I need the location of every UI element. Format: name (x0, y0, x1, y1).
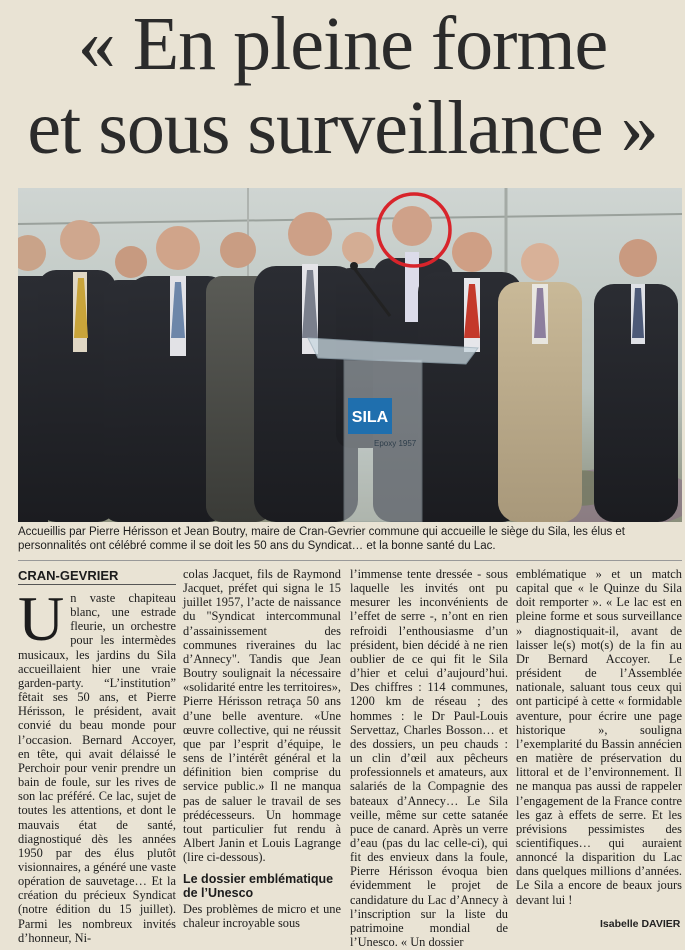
podium-sign: SILA (351, 409, 389, 426)
divider (18, 560, 682, 561)
article-column-1 (18, 567, 176, 945)
article-column-4 (516, 567, 682, 907)
column-2-text-after: Des problèmes de micro et une chaleur incroyable sous (183, 902, 341, 931)
headline-line-2: et sous surveillance » (27, 86, 658, 170)
byline: Isabelle DAVIER (600, 918, 681, 930)
article-column-3 (350, 567, 508, 949)
column-3-text: l’immense tente dressée - sous laquelle les invités ont pu mesurer les inconvénients de l’effet de serre -, n’ont en rien refroidi l’enthousiasme d’un président, bien décidé à ne rien oublier de ce qui fit le Sila d’hier et celui d’aujourd’hui. Des chiffres : 114 communes, 1200 km de réseau ; des hommes : le Dr Paul-Louis Servettaz, Charles Bosson… et des dossiers, un peu chauds : un clin d’œil aux pêcheurs professionnels et amateurs, aux salariés de la Compagnie des bateaux d’Annecy… Le Sila veille, même sur cette satanée puce de canard. Après un verre d’eau (pas du lac celle-ci), qui fit des envieux dans la foule, Pierre Hérisson évoqua bien évidemment le projet de candidature du Lac d’Annecy à l’inscription sur la liste du patrimoine mondial de l’Unesco. « Un dossier (350, 567, 508, 950)
press-photo (18, 188, 682, 522)
column-4-text: emblématique » et un match capital que « le Quinze du Sila doit remporter ». « Le lac est en pleine forme et sous surveillance » diagnostiquait-il, avant de laisser le(s) mot(s) de la fin au Dr Bernard Accoyer. Le président de l’Assemblée nationale, saluant tous ceux qui ont participé à cette « formidable aventure, pour écrire une page historique », souligna l’exemplarité du Bassin annécien en matière de préservation du littoral et de l’environnement. Il ne manqua pas aussi de rappeler l’engagement de la France contre les gaz à effets de serre. Et les prévisions pessimistes des scientifiques… qui auraient annoncé la disparition du Lac dans quelques millions d’années. Le Sila a encore de beaux jours devant lui ! (516, 567, 682, 907)
svg-text:Epoxy 1957: Epoxy 1957 (374, 439, 417, 448)
headline-line-1: « En pleine forme (77, 2, 608, 86)
article-column-2 (183, 567, 341, 931)
dropcap: U (18, 583, 65, 654)
column-2-text: colas Jacquet, fils de Raymond Jacquet, préfet qui signa le 15 juillet 1957, l’acte de naissance du "Syndicat intercommunal d’assainissement des communes riveraines du lac d’Annecy". Tandis que Jean Boutry soulignait la nécessaire «solidarité entre les territoires», Pierre Hérisson retraça 50 ans d’une belle aventure. «Une œuvre collective, qui ne réussit que par l’esprit d’équipe, le sens de l’intérêt général et la définition bien comprise du service public.» Il ne manqua pas de saluer le travail de ses prédécesseurs. Un hommage tout particulier fut rendu à Albert Janin et Louis Lagrange (lire ci-dessous). (183, 567, 341, 865)
section-label: CRAN-GEVRIER (18, 567, 176, 585)
column-1-text: n vaste chapiteau blanc, une estrade fleurie, un orchestre pour les intermèdes musicaux, les jardins du Sila accueillaient hier une vraie garden-party. “L’institution” fêtait ses 50 ans, et Pierre Hérisson, le président, avait convié du beau monde pour l’occasion. Bernard Accoyer, en tête, qui avait délaissé le Perchoir pour venir prendre un bain de foule, sur les rives de son lac préféré. Ce lac, sujet de toutes les attentions, et dont le mauvais état de santé, diagnostiqué dès les années 1950 par des élus plutôt visionnaires, a généré une vaste opération de sauvetage… Et la création du précieux Syndicat (notre édition du 15 juillet). Parmi les nombreux invités d’honneur, Ni- (18, 591, 176, 945)
headline (0, 2, 685, 170)
subhead: Le dossier emblématique de l’Unesco (183, 872, 334, 901)
photo-caption: Accueillis par Pierre Hérisson et Jean Boutry, maire de Cran-Gevrier commune qui accueille le siège du Sila, les élus et personnalités ont célébré comme il se doit les 50 ans du Syndicat… et la bonne santé du Lac. (18, 526, 626, 552)
